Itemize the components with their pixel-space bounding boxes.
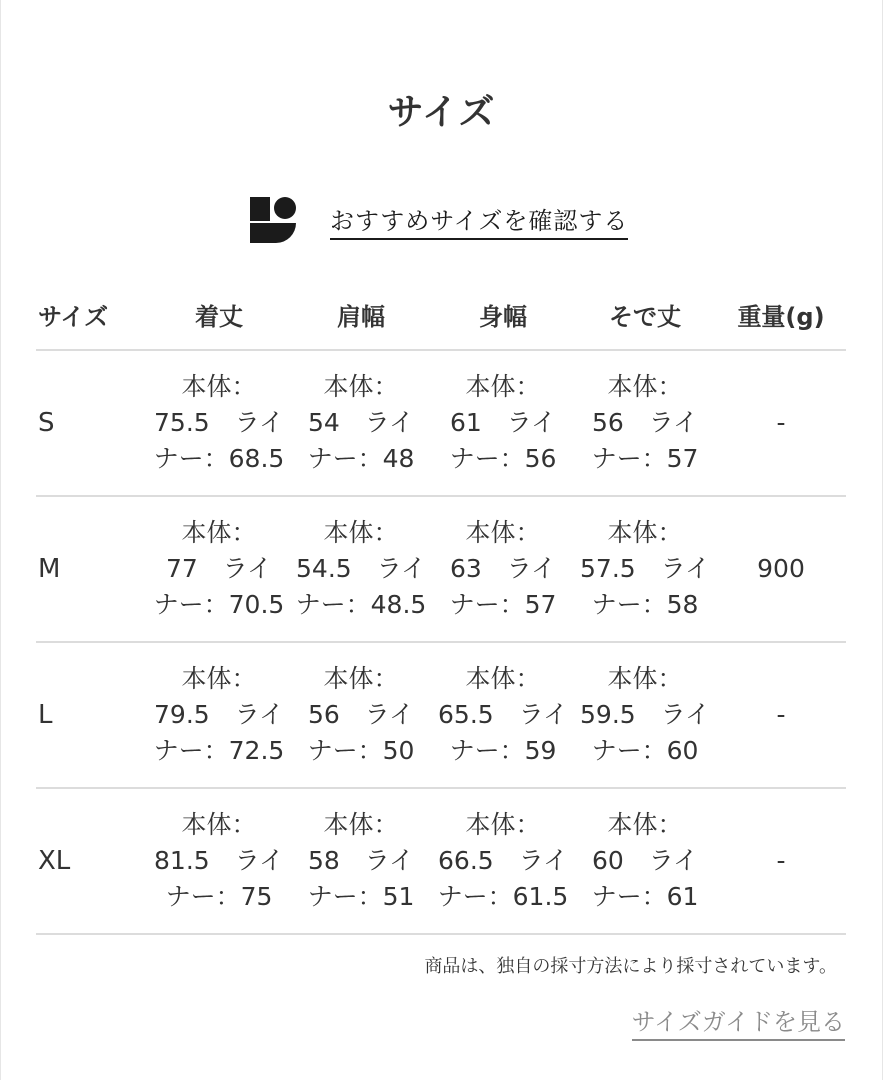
- sleeve-cell: 本体： 57.5 ライ ナー：58: [574, 496, 716, 642]
- recommend-size-row: [250, 196, 628, 244]
- length-cell: 本体： 77 ライ ナー：70.5: [148, 496, 290, 642]
- sleeve-cell: 本体： 56 ライ ナー：57: [574, 350, 716, 496]
- recommend-size-link[interactable]: おすすめサイズを確認する: [330, 201, 628, 240]
- size-table: [36, 280, 846, 935]
- size-cell: L: [36, 642, 148, 788]
- page-border-left: [0, 0, 1, 1080]
- shoulder-cell: 本体： 54.5 ライ ナー：48.5: [290, 496, 432, 642]
- chest-cell: 本体： 65.5 ライ ナー：59: [432, 642, 574, 788]
- sleeve-cell: 本体： 59.5 ライ ナー：60: [574, 642, 716, 788]
- weight-cell: -: [716, 788, 846, 934]
- chest-cell: 本体： 66.5 ライ ナー：61.5: [432, 788, 574, 934]
- chest-cell: 本体： 61 ライ ナー：56: [432, 350, 574, 496]
- length-cell: 本体： 75.5 ライ ナー：68.5: [148, 350, 290, 496]
- shoulder-cell: 本体： 58 ライ ナー：51: [290, 788, 432, 934]
- size-guide-link[interactable]: サイズガイドを見る: [632, 1002, 845, 1041]
- table-header-row: [36, 280, 846, 350]
- uniqlo-fit-icon: [250, 197, 296, 243]
- weight-cell: -: [716, 350, 846, 496]
- weight-cell: -: [716, 642, 846, 788]
- header-sleeve: そで丈: [574, 280, 716, 350]
- length-cell: 本体： 81.5 ライ ナー：75: [148, 788, 290, 934]
- header-weight: 重量(g): [716, 280, 846, 350]
- table-row: [36, 496, 846, 642]
- table-row: [36, 350, 846, 496]
- table-row: [36, 788, 846, 934]
- header-chest: 身幅: [432, 280, 574, 350]
- shoulder-cell: 本体： 56 ライ ナー：50: [290, 642, 432, 788]
- header-size: サイズ: [36, 280, 148, 350]
- size-cell: M: [36, 496, 148, 642]
- table-row: [36, 642, 846, 788]
- header-length: 着丈: [148, 280, 290, 350]
- shoulder-cell: 本体： 54 ライ ナー：48: [290, 350, 432, 496]
- sleeve-cell: 本体： 60 ライ ナー：61: [574, 788, 716, 934]
- chest-cell: 本体： 63 ライ ナー：57: [432, 496, 574, 642]
- page-title: サイズ: [387, 92, 496, 133]
- size-cell: S: [36, 350, 148, 496]
- measurement-note: 商品は、独自の採寸方法により採寸されています。: [424, 956, 837, 977]
- size-cell: XL: [36, 788, 148, 934]
- header-shoulder: 肩幅: [290, 280, 432, 350]
- weight-cell: 900: [716, 496, 846, 642]
- length-cell: 本体： 79.5 ライ ナー：72.5: [148, 642, 290, 788]
